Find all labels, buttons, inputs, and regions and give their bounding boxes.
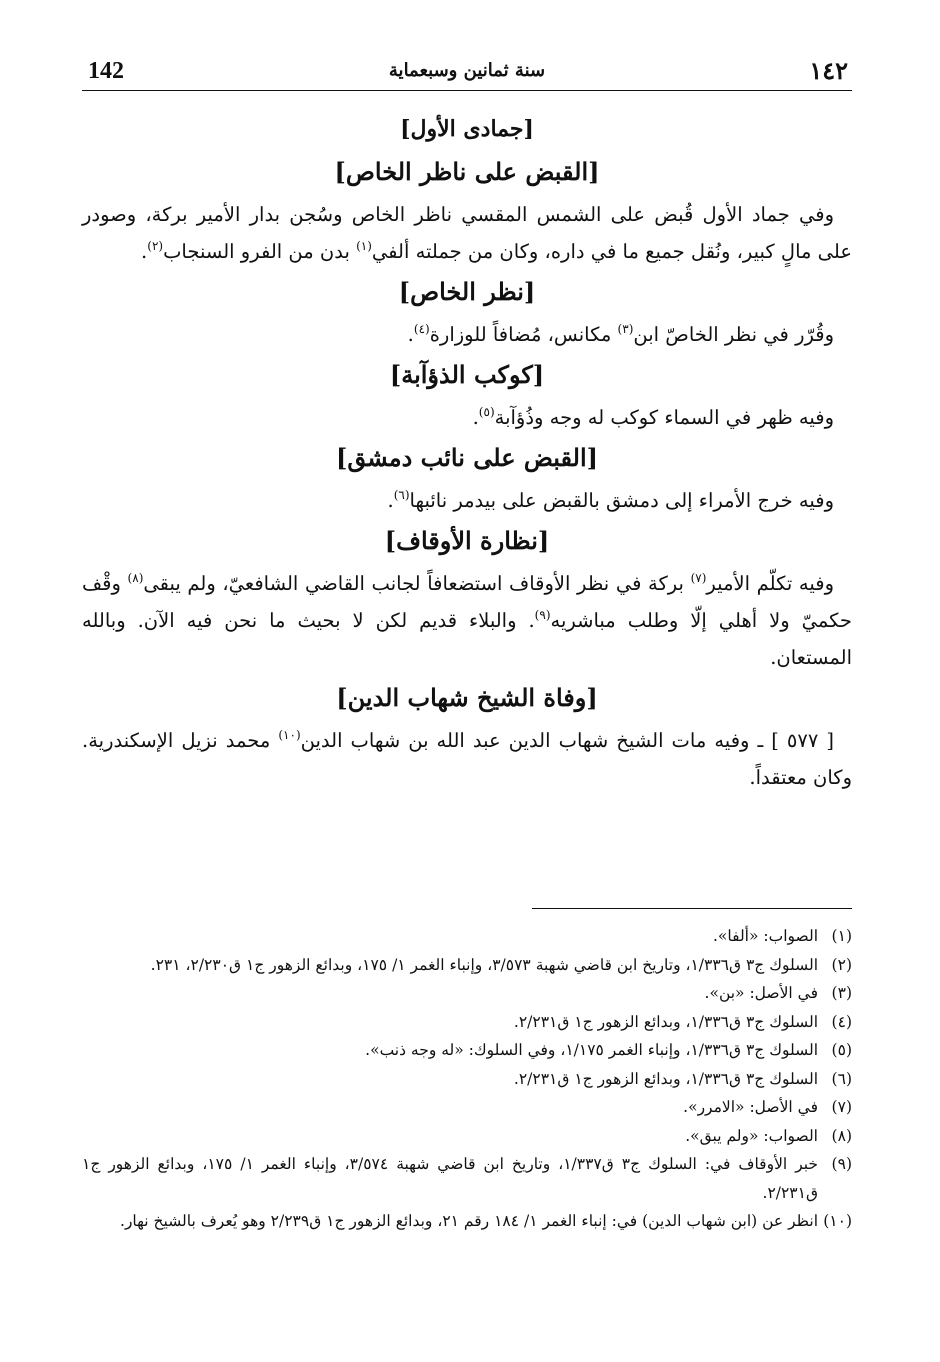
section-paragraph bbox=[82, 399, 852, 436]
main-text bbox=[82, 108, 852, 796]
footnote-number: (٥) bbox=[831, 1041, 852, 1059]
footnote-marker: (٢) bbox=[147, 239, 164, 253]
section-heading: [كوكب الذؤآبة] bbox=[389, 360, 545, 389]
footnote-text: الصواب: «ولم يبق». bbox=[685, 1126, 818, 1145]
footnote-number: (٢) bbox=[831, 955, 852, 974]
footnote bbox=[82, 922, 852, 951]
section-heading: [نظر الخاص] bbox=[398, 277, 536, 306]
text-run: مكانس، مُضافاً للوزارة bbox=[429, 323, 618, 346]
footnotes-rule bbox=[532, 908, 852, 909]
footnote-marker: (١٠) bbox=[278, 728, 301, 742]
text-run: وفيه خرج الأمراء إلى دمشق بالقبض على بيدمر نائبها bbox=[409, 489, 834, 512]
text-run: بدن من الفرو السنجاب bbox=[163, 240, 357, 263]
text-run: [ ٥٧٧ ] ـ وفيه مات الشيخ شهاب الدين عبد الله بن شهاب الدين bbox=[300, 729, 835, 752]
text-run: . bbox=[387, 489, 394, 512]
footnote-number: (١) bbox=[831, 927, 852, 945]
text-run: . bbox=[472, 406, 479, 429]
section-paragraph bbox=[82, 316, 852, 353]
footnote-marker: (٦) bbox=[393, 488, 410, 502]
footnote-marker: (٥) bbox=[478, 405, 495, 419]
footnote-marker: (١) bbox=[356, 239, 372, 253]
footnote-number: (٩) bbox=[831, 1155, 852, 1173]
text-run: وفيه تكلّم الأمير bbox=[706, 572, 834, 595]
footnote-text: السلوك ج٣ ق١/٣٣٦، وإنباء الغمر ١/١٧٥، وفي السلوك: «له وجه ذنب». bbox=[365, 1041, 818, 1059]
sections-container bbox=[82, 150, 852, 796]
header-rule bbox=[82, 90, 852, 91]
footnote bbox=[82, 1008, 852, 1037]
footnote-marker: (٣) bbox=[617, 322, 634, 336]
footnote-text: السلوك ج٣ ق١/٣٣٦، وبدائع الزهور ج١ ق٢/٢٣١. bbox=[513, 1069, 818, 1088]
footnote-marker: (٩) bbox=[534, 608, 551, 622]
section-heading: [وفاة الشيخ شهاب الدين] bbox=[336, 683, 598, 712]
section-paragraph bbox=[82, 196, 852, 270]
footnote bbox=[82, 1207, 852, 1236]
footnote bbox=[82, 1036, 852, 1065]
footnote bbox=[82, 1150, 852, 1207]
page-header bbox=[82, 52, 852, 92]
section-paragraph bbox=[82, 482, 852, 519]
text-run: بركة في نظر الأوقاف استضعافاً لجانب القاضي الشافعيّ، ولم يبقى bbox=[143, 572, 691, 595]
footnote-text: السلوك ج٣ ق١/٣٣٦، وتاريخ ابن قاضي شهبة ٣/٥٧٣، وإنباء الغمر ١/ ١٧٥، وبدائع الزهور ج١ ق٢/٢٣٠، ٢٣١. bbox=[150, 955, 818, 974]
footnote-number: (٧) bbox=[831, 1098, 852, 1116]
footnote-text: في الأصل: «الامرر». bbox=[683, 1098, 818, 1116]
section-paragraph bbox=[82, 565, 852, 676]
section-heading: [القبض على نائب دمشق] bbox=[335, 443, 599, 472]
footnote-marker: (٤) bbox=[413, 322, 430, 336]
text-run: . والبلاء قديم لكن لا بحيث ما نحن فيه الآن. وبالله المستعان. bbox=[82, 609, 852, 669]
footnote bbox=[82, 979, 852, 1008]
footnote-number: (٤) bbox=[831, 1012, 852, 1031]
footnote-text: انظر عن (ابن شهاب الدين) في: إنباء الغمر ١/ ١٨٤ رقم ٢١، وبدائع الزهور ج١ ق٢/٢٣٩ وهو يُعرف بالشيخ نهار. bbox=[120, 1212, 818, 1230]
footnote bbox=[82, 1065, 852, 1094]
text-run: وفيه ظهر في السماء كوكب له وجه وذُؤآبة bbox=[494, 406, 834, 429]
text-run: . bbox=[407, 323, 414, 346]
footnote-marker: (٨) bbox=[127, 571, 144, 585]
footnote-text: في الأصل: «بن». bbox=[704, 984, 818, 1002]
text-run: محمد نزيل الإسكندرية. وكان معتقداً. bbox=[82, 729, 852, 789]
footnote-text: السلوك ج٣ ق١/٣٣٦، وبدائع الزهور ج١ ق٢/٢٣١. bbox=[513, 1012, 818, 1031]
page-number-latin: 142 bbox=[88, 58, 124, 84]
text-run: وقْف حكميّ ولا أهلي إلّا وطلب مباشريه bbox=[82, 572, 852, 632]
section-heading: [نظارة الأوقاف] bbox=[384, 526, 550, 555]
footnote-marker: (٧) bbox=[690, 571, 707, 585]
month-heading: [جمادى الأول] bbox=[400, 116, 534, 142]
footnote bbox=[82, 951, 852, 980]
text-run: وقُرّر في نظر الخاصّ ابن bbox=[633, 323, 834, 346]
footnotes bbox=[82, 922, 852, 1236]
footnote bbox=[82, 1093, 852, 1122]
text-run: وفي جماد الأول قُبض على الشمس المقسي ناظر الخاص وسُجن بدار الأمير بركة، وصودر على مالٍ كبير، ونُقل جميع ما في داره، وكان من جملته ألفي bbox=[82, 203, 852, 263]
footnote-number: (٣) bbox=[831, 984, 852, 1002]
footnote-number: (٨) bbox=[831, 1126, 852, 1145]
page-number-arabic: ١٤٢ bbox=[809, 56, 848, 85]
footnote-number: (١٠) bbox=[823, 1212, 852, 1230]
section-paragraph bbox=[82, 722, 852, 796]
footnote-text: الصواب: «ألفا». bbox=[712, 927, 818, 945]
footnote-text: خبر الأوقاف في: السلوك ج٣ ق١/٣٣٧، وتاريخ ابن قاضي شهبة ٣/٥٧٤، وإنباء الغمر ١/ ١٧٥، وبدائع الزهور ج١ ق٢/٢٣١. bbox=[82, 1155, 819, 1202]
running-title: سنة ثمانين وسبعماية bbox=[388, 60, 546, 81]
text-run: . bbox=[141, 240, 148, 263]
footnote bbox=[82, 1122, 852, 1151]
footnote-number: (٦) bbox=[831, 1069, 852, 1088]
section-heading: [القبض على ناظر الخاص] bbox=[334, 157, 600, 186]
